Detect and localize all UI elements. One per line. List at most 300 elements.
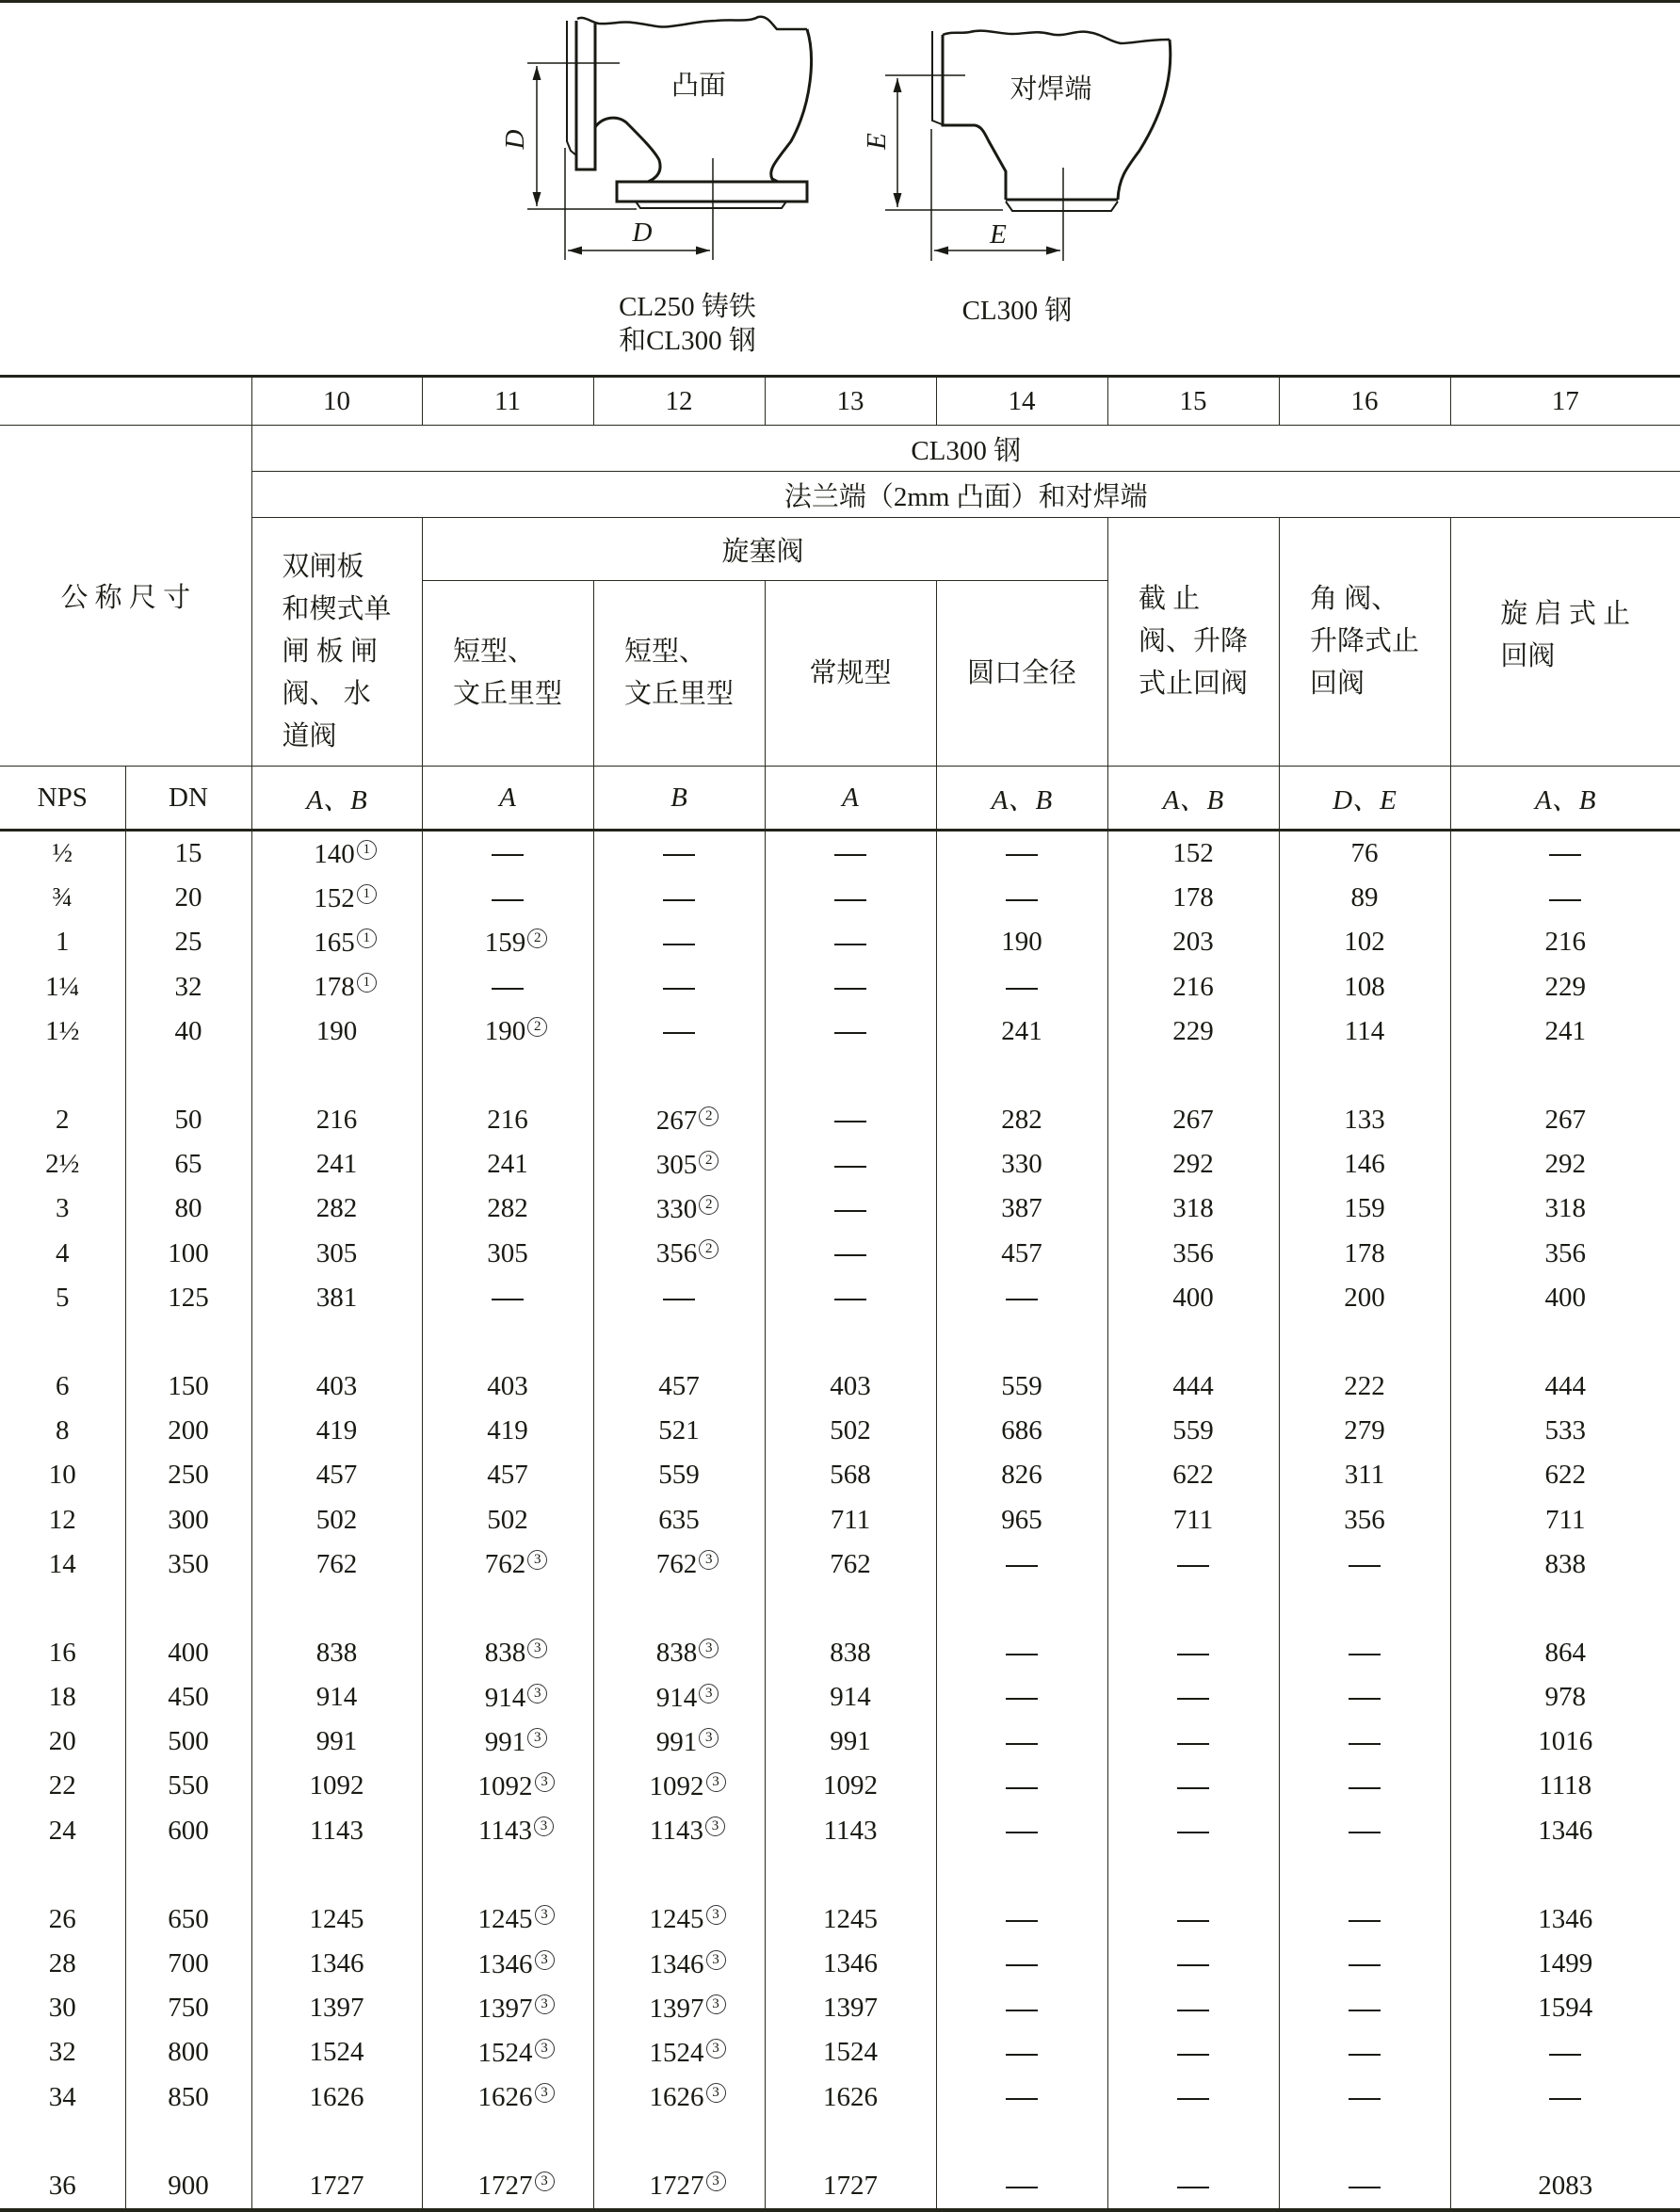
table-row [0, 1986, 1680, 2030]
spacer-cell [1279, 1587, 1450, 1631]
dn-cell: 700 [125, 1942, 251, 1986]
dimension-cell [1107, 1897, 1279, 1942]
spacer-cell [593, 1853, 765, 1897]
dimension-cell [1107, 2030, 1279, 2075]
valve-type-line: 截 止 [1138, 584, 1201, 614]
spacer-cell [125, 1853, 251, 1897]
valve-type-line: 式止回阀 [1138, 669, 1248, 699]
dimension-cell [765, 1631, 936, 1675]
table-row [0, 1542, 1680, 1587]
dimension-value: 381 [315, 1282, 358, 1313]
not-applicable-dash [1006, 2098, 1038, 2100]
dimension-value: 133 [1344, 1105, 1385, 1136]
table-row [0, 1276, 1680, 1320]
column-number: 16 [1279, 377, 1450, 426]
dimension-cell [593, 1364, 765, 1409]
column-number: 11 [422, 377, 593, 426]
dimension-value: 318 [1172, 1193, 1214, 1224]
dimension-cell [936, 1720, 1107, 1764]
dimension-value: 1092 [309, 1770, 364, 1801]
dimension-cell [1279, 831, 1450, 877]
dn-cell: 850 [125, 2075, 251, 2120]
table-row [0, 1675, 1680, 1720]
spacer-cell [0, 2120, 125, 2164]
raised-face-label: 凸面 [670, 71, 727, 101]
dimension-cell [936, 1542, 1107, 1587]
dimension-value: 559 [1001, 1370, 1042, 1401]
dimension-cell [422, 1764, 593, 1808]
dimension-cell [1279, 1497, 1450, 1542]
dimension-cell [1279, 2164, 1450, 2210]
nps-cell: 2 [0, 1098, 125, 1142]
dimension-cell [422, 1364, 593, 1409]
dimension-cell [593, 831, 765, 877]
dimension-cell [1450, 920, 1680, 964]
footnote-marker: 3 [706, 2083, 726, 2103]
spacer-cell [1107, 1054, 1279, 1098]
left-caption-line1: CL250 铸铁 [619, 292, 756, 322]
dimension-cell [765, 1453, 936, 1497]
dimension-cell [1279, 1631, 1450, 1675]
nps-cell: 2½ [0, 1142, 125, 1187]
table-row [0, 1187, 1680, 1231]
dimension-value: 838 [1544, 1548, 1586, 1579]
dimension-value: 1092 [823, 1770, 878, 1801]
valve-type-plug-round-port [936, 581, 1107, 767]
footnote-marker: 2 [699, 1151, 719, 1171]
dimension-value: 991 [315, 1726, 358, 1757]
spacer-cell [422, 2120, 593, 2164]
nps-cell: ½ [0, 831, 125, 877]
dimension-cell [251, 1009, 422, 1054]
footnote-marker: 3 [527, 1684, 547, 1703]
dimension-value: 178 [1172, 882, 1214, 913]
footnote-marker: 1 [357, 928, 377, 948]
dimension-value: 838 [830, 1637, 871, 1668]
dimension-cell [251, 1986, 422, 2030]
dimension-cell [593, 920, 765, 964]
dimension-cell [593, 1631, 765, 1675]
row-group-spacer [0, 1853, 1680, 1897]
valve-type-line: 旋 启 式 止 [1500, 599, 1631, 629]
spacer-cell [1450, 1853, 1680, 1897]
dimension-cell [765, 831, 936, 877]
spacer-cell [0, 1320, 125, 1364]
dimension-value: 991 [484, 1726, 526, 1757]
dimension-value: 216 [487, 1105, 528, 1136]
spacer-cell [422, 1320, 593, 1364]
table-row [0, 1232, 1680, 1276]
not-applicable-dash [1177, 1565, 1209, 1567]
dimension-cell [593, 1809, 765, 1853]
not-applicable-dash [1177, 1698, 1209, 1700]
dimension-cell [422, 1409, 593, 1453]
dimension-cell [936, 1142, 1107, 1187]
dimension-cell [251, 1720, 422, 1764]
dimension-cell [936, 1409, 1107, 1453]
dimension-cell [251, 1364, 422, 1409]
dimension-value: 762 [484, 1549, 526, 1580]
dimension-cell [1107, 2164, 1279, 2210]
column-number: 10 [251, 377, 422, 426]
spacer-cell [251, 1853, 422, 1897]
dimension-value: 521 [658, 1415, 700, 1446]
dimension-value: 178 [1344, 1237, 1385, 1268]
not-applicable-dash [834, 944, 866, 945]
dimension-value: 1245 [477, 1904, 533, 1935]
dimension-cell [593, 1675, 765, 1720]
dimension-value: 457 [658, 1370, 700, 1401]
spacer-cell [936, 1320, 1107, 1364]
footnote-marker: 3 [706, 1950, 726, 1970]
dimension-value: 76 [1350, 838, 1379, 869]
dimension-cell [1107, 1809, 1279, 1853]
spacer-cell [125, 1320, 251, 1364]
dimension-cell [1450, 1009, 1680, 1054]
dimension-value: 914 [655, 1682, 698, 1713]
dimension-cell [1279, 920, 1450, 964]
dimension-cell [422, 965, 593, 1009]
spacer-cell [1279, 1054, 1450, 1098]
nps-cell: 30 [0, 1986, 125, 2030]
dimension-value: 241 [1001, 1015, 1042, 1046]
not-applicable-dash [1177, 2098, 1209, 2100]
nps-cell: 6 [0, 1364, 125, 1409]
spacer-cell [765, 1320, 936, 1364]
dimension-cell [1450, 876, 1680, 920]
not-applicable-dash [834, 1121, 866, 1122]
dimension-value: 403 [315, 1370, 358, 1401]
not-applicable-dash [1549, 2098, 1581, 2100]
dimension-value: 282 [1001, 1105, 1042, 1136]
dimension-cell [593, 876, 765, 920]
dimension-cell [422, 1276, 593, 1320]
dimension-value: 203 [1172, 927, 1214, 958]
dn-cell: 650 [125, 1897, 251, 1942]
not-applicable-dash [1177, 2187, 1209, 2188]
not-applicable-dash [1349, 1787, 1381, 1789]
dimension-cell [765, 1897, 936, 1942]
dimension-cell [1450, 1142, 1680, 1187]
dimension-cell [1107, 1631, 1279, 1675]
material-row [0, 426, 1680, 472]
footnote-marker: 3 [699, 1550, 719, 1570]
dimension-value: 241 [315, 1149, 358, 1180]
valve-type-plug-short-b [593, 581, 765, 767]
dimension-cell [936, 1764, 1107, 1808]
dimension-label: A [765, 767, 936, 831]
dimension-value: 533 [1544, 1415, 1586, 1446]
dimension-cell [1450, 1720, 1680, 1764]
footnote-marker: 3 [699, 1684, 719, 1703]
not-applicable-dash [1006, 1743, 1038, 1745]
dimension-cell [251, 2075, 422, 2120]
not-applicable-dash [834, 899, 866, 901]
dimension-cell [1279, 1232, 1450, 1276]
footnote-marker: 2 [527, 928, 547, 948]
dimension-cell [251, 1631, 422, 1675]
not-applicable-dash [1006, 1832, 1038, 1833]
dimension-cell [1279, 1720, 1450, 1764]
valve-type-line: 回阀 [1309, 669, 1365, 699]
table-row [0, 1942, 1680, 1986]
dimension-cell [251, 920, 422, 964]
dimension-cell [1450, 1364, 1680, 1409]
not-applicable-dash [834, 988, 866, 990]
butt-weld-label: 对焊端 [1010, 74, 1092, 105]
dimension-value: 1245 [823, 1903, 878, 1934]
dimension-cell [936, 2030, 1107, 2075]
dimension-value: 1346 [309, 1948, 364, 1979]
footnote-marker: 3 [534, 1816, 554, 1836]
dimension-cell [422, 876, 593, 920]
nps-cell: 22 [0, 1764, 125, 1808]
valve-type-line: 阀、升降 [1138, 626, 1248, 656]
dimension-value: 762 [655, 1549, 698, 1580]
not-applicable-dash [834, 1299, 866, 1300]
dimension-cell [1279, 2075, 1450, 2120]
dimension-cell [765, 2075, 936, 2120]
valve-type-line: 回阀 [1500, 641, 1556, 671]
face-to-face-dimension-table [0, 375, 1680, 2212]
dimension-cell [593, 1276, 765, 1320]
dimension-value: 1397 [309, 1993, 364, 2024]
nps-cell: 28 [0, 1942, 125, 1986]
dn-cell: 32 [125, 965, 251, 1009]
dimension-cell [1279, 1764, 1450, 1808]
left-figure-caption [574, 290, 800, 358]
dimension-cell [936, 965, 1107, 1009]
dimension-cell [1450, 831, 1680, 877]
dimension-cell [251, 1764, 422, 1808]
table-row [0, 1720, 1680, 1764]
spacer-cell [936, 1853, 1107, 1897]
dimension-cell [765, 1009, 936, 1054]
dimension-cell [251, 1542, 422, 1587]
dimension-value: 267 [1544, 1105, 1586, 1136]
footnote-marker: 3 [706, 1905, 726, 1925]
dimension-cell [593, 1409, 765, 1453]
dimension-label: A [422, 767, 593, 831]
spacer-cell [1450, 2120, 1680, 2164]
dimension-value: 356 [1172, 1237, 1214, 1268]
dimension-cell [251, 1232, 422, 1276]
dimension-value: 356 [1344, 1504, 1385, 1535]
dimension-value: 622 [1544, 1460, 1586, 1491]
dimension-cell [593, 1942, 765, 1986]
nps-cell: 16 [0, 1631, 125, 1675]
dimension-cell [936, 1897, 1107, 1942]
dimension-cell [251, 1497, 422, 1542]
nps-cell: 36 [0, 2164, 125, 2210]
dimension-value: 216 [1172, 971, 1214, 1002]
table-row [0, 2030, 1680, 2075]
table-row [0, 1809, 1680, 1853]
footnote-marker: 3 [535, 1994, 555, 2014]
not-applicable-dash [1349, 1743, 1381, 1745]
dn-cell: 300 [125, 1497, 251, 1542]
dimension-value: 559 [1172, 1415, 1214, 1446]
not-applicable-dash [1349, 1698, 1381, 1700]
dimension-cell [936, 1276, 1107, 1320]
table-row [0, 1897, 1680, 1942]
spacer-cell [422, 1587, 593, 1631]
not-applicable-dash [1006, 1654, 1038, 1655]
dimension-cell [251, 1276, 422, 1320]
dimension-value: 114 [1344, 1015, 1385, 1046]
spacer-cell [593, 1320, 765, 1364]
dimension-cell [1279, 1942, 1450, 1986]
nominal-size-header [0, 426, 251, 767]
dimension-cell [593, 2030, 765, 2075]
left-dim-horizontal-label: D [632, 218, 653, 248]
not-applicable-dash [663, 944, 695, 945]
dimension-cell [1107, 1675, 1279, 1720]
spacer-cell [1107, 1320, 1279, 1364]
not-applicable-dash [1006, 988, 1038, 990]
dimension-cell [1279, 1009, 1450, 1054]
raised-face-figure [527, 17, 811, 260]
not-applicable-dash [834, 1210, 866, 1212]
valve-type-line: 短型、 [623, 637, 706, 667]
footnote-marker: 3 [535, 2083, 555, 2103]
dimension-value: 686 [1001, 1415, 1042, 1446]
dimension-cell [1279, 1809, 1450, 1853]
dimension-value: 1245 [309, 1903, 364, 1934]
table-row [0, 920, 1680, 964]
footnote-marker: 3 [706, 1994, 726, 2014]
dimension-value: 1727 [309, 2170, 364, 2201]
dimension-value: 1499 [1538, 1948, 1593, 1979]
dimension-cell [765, 2164, 936, 2210]
spacer-cell [251, 1587, 422, 1631]
valve-type-text [1139, 578, 1248, 705]
not-applicable-dash [1006, 1920, 1038, 1922]
spacer-cell [125, 1054, 251, 1098]
dimension-value: 864 [1544, 1637, 1586, 1668]
dimension-cell [1450, 1497, 1680, 1542]
not-applicable-dash [1549, 899, 1581, 901]
dimension-value: 991 [655, 1726, 698, 1757]
dn-cell: 20 [125, 876, 251, 920]
spacer-cell [1279, 1320, 1450, 1364]
dimension-value: 178 [314, 972, 355, 1003]
valve-type-line: 道阀 [282, 721, 337, 751]
dimension-cell [422, 1675, 593, 1720]
nps-cell: 4 [0, 1232, 125, 1276]
spacer-cell [1107, 1587, 1279, 1631]
valve-type-line: 短型、 [452, 637, 535, 667]
dimension-cell [1107, 876, 1279, 920]
row-group-spacer [0, 1320, 1680, 1364]
dimension-value: 89 [1350, 882, 1379, 913]
dn-cell: 500 [125, 1720, 251, 1764]
not-applicable-dash [1177, 1920, 1209, 1922]
spacer-cell [765, 2120, 936, 2164]
dimension-value: 711 [1172, 1504, 1214, 1535]
dn-cell: 80 [125, 1187, 251, 1231]
dn-cell: 15 [125, 831, 251, 877]
not-applicable-dash [834, 1166, 866, 1168]
dimension-cell [765, 1720, 936, 1764]
spacer-cell [422, 1054, 593, 1098]
footnote-marker: 2 [699, 1106, 719, 1126]
dimension-label: A、B [1107, 767, 1279, 831]
dimension-value: 838 [484, 1638, 526, 1669]
not-applicable-dash [1006, 1698, 1038, 1700]
table-row [0, 1497, 1680, 1542]
dimension-cell [251, 1142, 422, 1187]
spacer-cell [593, 2120, 765, 2164]
left-caption-line2: 和CL300 钢 [619, 326, 756, 356]
footnote-marker: 3 [527, 1728, 547, 1748]
not-applicable-dash [1177, 2010, 1209, 2011]
nps-cell: 5 [0, 1276, 125, 1320]
dimension-value: 102 [1344, 927, 1385, 958]
valve-type-text [809, 653, 891, 695]
spacer-cell [936, 1054, 1107, 1098]
dimension-cell [936, 1497, 1107, 1542]
dimension-value: 838 [315, 1637, 358, 1668]
dimension-cell [1279, 876, 1450, 920]
column-number: 14 [936, 377, 1107, 426]
spacer-cell [765, 1853, 936, 1897]
dimension-cell [1107, 1409, 1279, 1453]
dimension-cell [765, 1675, 936, 1720]
not-applicable-dash [1349, 1920, 1381, 1922]
dimension-value: 108 [1344, 971, 1385, 1002]
dn-cell: 600 [125, 1809, 251, 1853]
dimension-cell [765, 965, 936, 1009]
footnote-marker: 3 [535, 1772, 555, 1792]
dimension-cell [1450, 1187, 1680, 1231]
dimension-label: A、B [936, 767, 1107, 831]
dimension-cell [251, 1453, 422, 1497]
dimension-value: 457 [315, 1460, 358, 1491]
dimension-cell [593, 2075, 765, 2120]
dimension-value: 419 [487, 1415, 528, 1446]
spacer-cell [1279, 2120, 1450, 2164]
valve-type-line: 常规型 [809, 657, 892, 688]
column-number-blank [0, 377, 251, 426]
dimension-cell [1279, 1409, 1450, 1453]
dimension-value: 1143 [650, 1816, 703, 1847]
dimension-value: 622 [1172, 1460, 1214, 1491]
dimension-cell [422, 1942, 593, 1986]
dimension-cell [1279, 965, 1450, 1009]
dimension-value: 330 [655, 1193, 698, 1224]
dimension-value: 267 [655, 1105, 698, 1136]
spacer-cell [1107, 2120, 1279, 2164]
dimension-value: 190 [484, 1016, 526, 1047]
dn-cell: 350 [125, 1542, 251, 1587]
valve-type-gate [251, 518, 422, 767]
spacer-cell [936, 1587, 1107, 1631]
dimension-cell [1450, 1232, 1680, 1276]
dn-cell: 900 [125, 2164, 251, 2210]
dimension-cell [422, 1720, 593, 1764]
nps-cell: 1¼ [0, 965, 125, 1009]
footnote-marker: 2 [527, 1017, 547, 1037]
dimension-cell [422, 1009, 593, 1054]
dimension-value: 159 [1344, 1193, 1385, 1224]
spacer-cell [0, 1853, 125, 1897]
dimension-value: 1626 [477, 2082, 533, 2113]
dn-cell: 800 [125, 2030, 251, 2075]
nps-cell: 20 [0, 1720, 125, 1764]
dimension-cell [593, 1497, 765, 1542]
dimension-value: 1346 [823, 1948, 878, 1979]
